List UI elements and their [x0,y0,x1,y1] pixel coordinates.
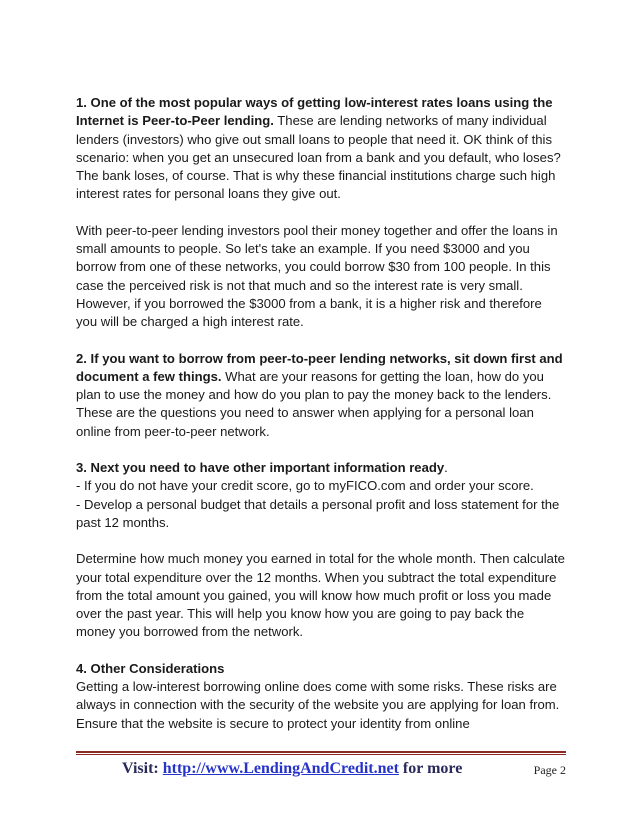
heading-1: 1. One of the most popular ways of getting low-interest rates loans using the Internet is Peer-to-Peer lending. [76,95,553,129]
footer-divider-thin [76,754,566,755]
paragraph-6-text: Getting a low-interest borrowing online does come with some risks. These risks are always in connection with the security of the website you are applying for loan from. Ensure that the website is secure to protect your identity from online [76,679,560,731]
paragraph-3 [76,350,566,441]
heading-3-period: . [444,460,448,476]
paragraph-2-text: With peer-to-peer lending investors pool their money together and offer the loans in small amounts to people. So let's take an example. If you need $3000 and you borrow from one of these networks, you could borrow $30 from 100 people. In this case the perceived risk is not that much and so the interest rate is very small. However, if you borrowed the $3000 from a bank, it is a higher risk and therefore you will be charged a high interest rate. [76,222,558,330]
paragraph-5-text: Determine how much money you earned in total for the whole month. Then calculate your total expenditure over the 12 months. When you subtract the total expenditure from the total amount you gained, you will know how much profit or loss you made over the past year. This will help you know how you are going to pay back the money you borrowed from the network. [76,551,565,640]
footer-website-link[interactable]: http://www.LendingAndCredit.net [162,760,399,777]
paragraph-5 [76,550,566,641]
paragraph-6 [76,660,566,733]
footer-visit-label: Visit: [122,760,163,777]
heading-4: 4. Other Considerations [76,660,225,676]
footer-more-text: for more [398,760,463,777]
footer-divider [76,751,566,753]
page-footer [76,760,566,782]
page-number: Page 2 [533,763,566,777]
paragraph-1-text: These are lending networks of many individual lenders (investors) who give out small loans to people that need it. OK think of this scenario: when you get an unsecured loan from a bank and you default, who loses? The bank loses, of course. That is why these financial institutions charge such high interest rates for personal loans they give out. [76,113,561,202]
paragraph-4 [76,459,566,532]
footer-visit-line [122,760,462,778]
bullet-budget: - Develop a personal budget that details a personal profit and loss statement for the past 12 months. [76,496,560,530]
page-body [76,94,566,751]
paragraph-1 [76,94,566,204]
heading-3: 3. Next you need to have other important information ready [76,460,445,476]
bullet-credit-score: - If you do not have your credit score, go to myFICO.com and order your score. [76,478,534,494]
paragraph-3-text: What are your reasons for getting the loan, how do you plan to use the money and how do you plan to pay the money back to the lenders. These are the questions you need to answer when applying for a personal loan online from peer-to-peer network. [76,368,552,439]
paragraph-2 [76,222,566,332]
heading-2: 2. If you want to borrow from peer-to-peer lending networks, sit down first and document a few things. [76,350,563,384]
